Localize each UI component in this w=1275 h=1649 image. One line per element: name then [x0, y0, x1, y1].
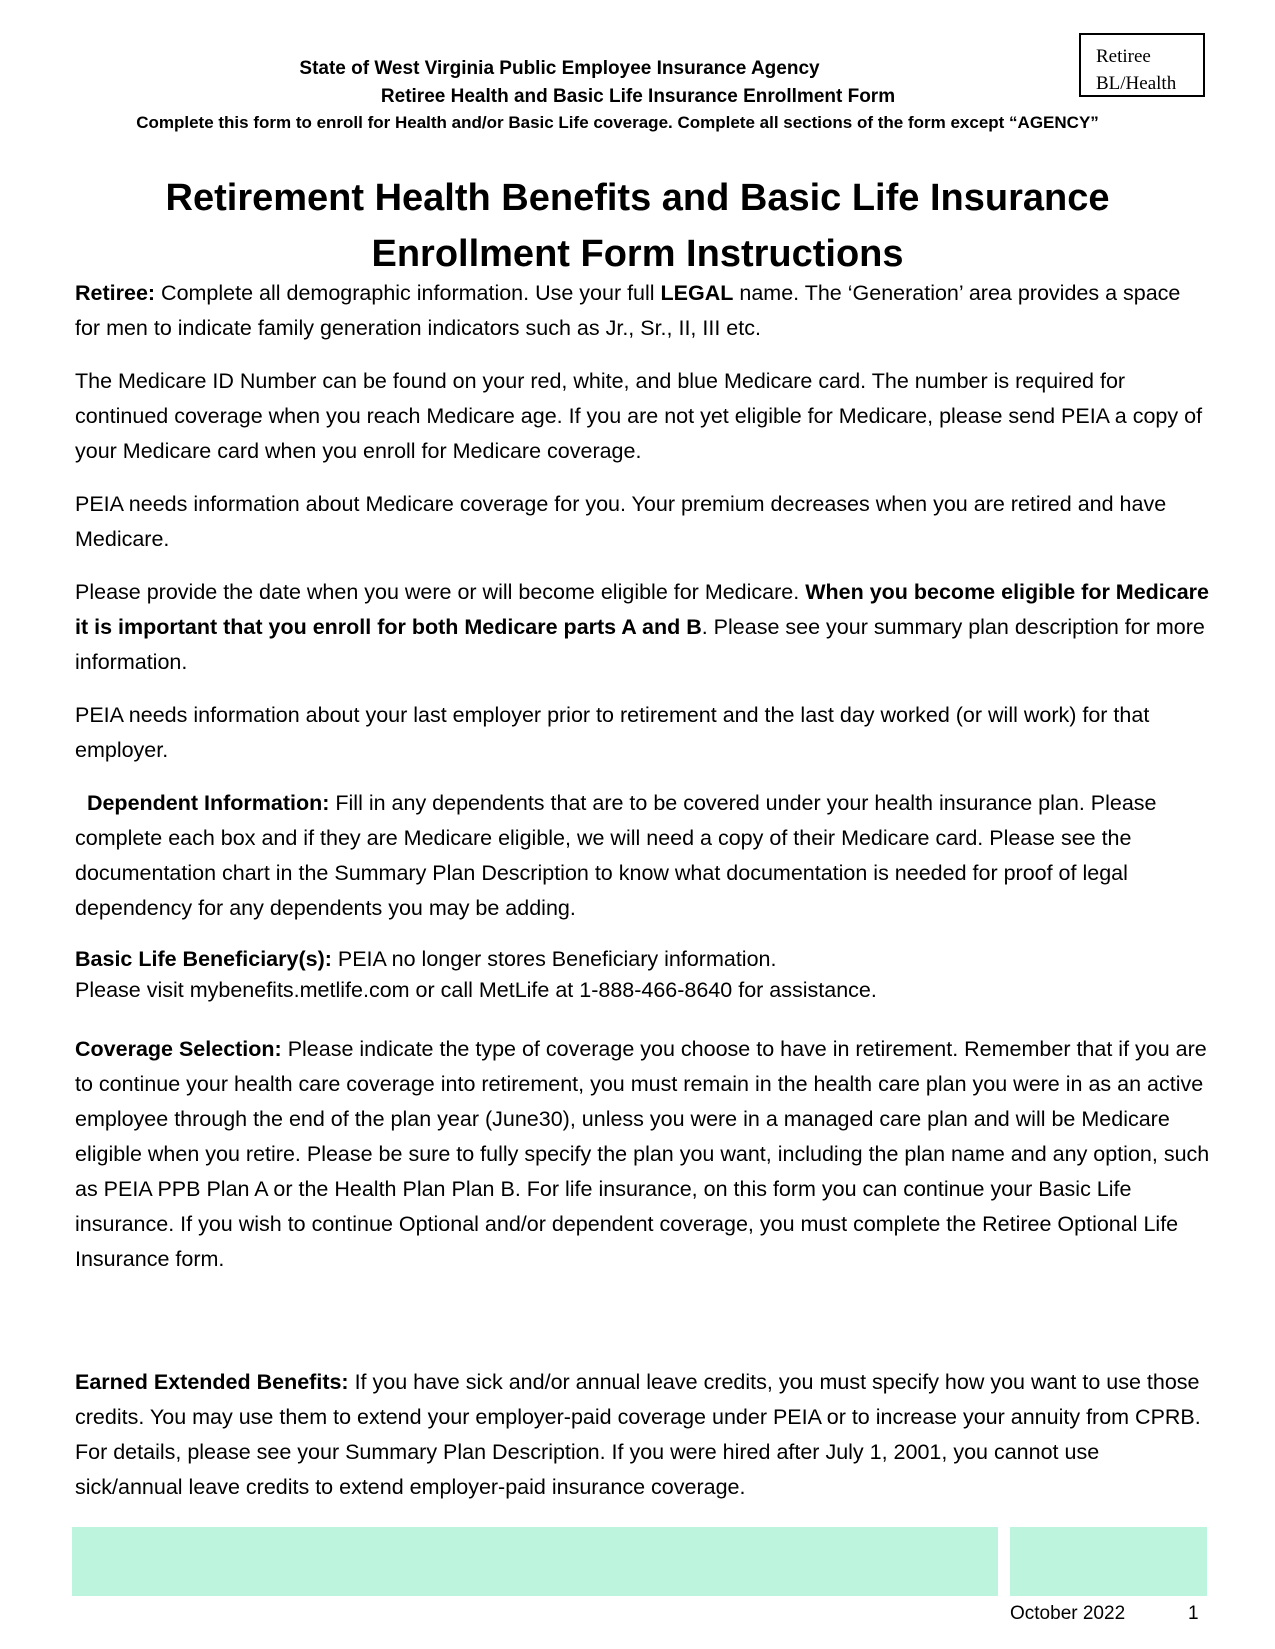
beneficiary-line2: Please visit mybenefits.metlife.com or call MetLife at 1-888-466-8640 for assistance.	[75, 978, 877, 1002]
retiree-label: Retiree:	[75, 281, 156, 305]
medicare-date-bold: When you become eligible for Medicare it is important that you enroll for both Medicare parts A and B	[75, 580, 1210, 639]
coverage-label: Coverage Selection:	[75, 1037, 282, 1061]
beneficiary-section	[75, 944, 1210, 1006]
extended-benefits-section	[75, 1365, 1210, 1505]
medicare-info-paragraph: PEIA needs information about Medicare coverage for you. Your premium decreases when you are retired and have Medicare.	[75, 492, 1167, 551]
legal-emphasis: LEGAL	[660, 281, 734, 305]
medicare-id-paragraph: The Medicare ID Number can be found on your red, white, and blue Medicare card. The number is required for continued coverage when you reach Medicare age. If you are not yet eligible for Medicare, please send PEIA a copy of your Medicare card when you enroll for Medicare coverage.	[75, 369, 1203, 463]
medicare-date-text-a: Please provide the date when you were or will become eligible for Medicare.	[75, 580, 806, 604]
form-instruction: Complete this form to enroll for Health and/or Basic Life coverage. Complete all sections of the form except “AGENCY”	[136, 113, 1099, 132]
form-code-line1: Retiree	[1096, 46, 1151, 67]
dependent-text: Fill in any dependents that are to be covered under your health insurance plan. Please complete each box and if they are Medicare eligible, we will need a copy of their Medicare card. Please see the documentation chart in the Summary Plan Description to know what documentation is needed for proof of legal dependency for any dependents you may be adding.	[75, 791, 1157, 920]
retiree-text-a: Complete all demographic information. Use your full	[155, 281, 661, 305]
form-name: Retiree Health and Basic Life Insurance Enrollment Form	[380, 86, 896, 107]
coverage-text: Please indicate the type of coverage you choose to have in retirement. Remember that if you are to continue your health care coverage into retirement, you must remain in the health care plan you were in as an active employee through the end of the plan year (June30), unless you were in a managed care plan and will be Medicare eligible when you retire. Please be sure to fully specify the plan you want, including the plan name and any option, such as PEIA PPB Plan A or the Health Plan Plan B. For life insurance, on this form you can continue your Basic Life insurance. If you wish to continue Optional and/or dependent coverage, you must complete the Retiree Optional Life Insurance form.	[75, 1037, 1210, 1271]
medicare-date-text-b: . Please see your summary plan description for more information.	[75, 615, 1205, 674]
footer-band-left	[72, 1527, 998, 1596]
page-title	[0, 170, 1275, 282]
beneficiary-label: Basic Life Beneficiary(s):	[75, 947, 332, 971]
beneficiary-line1: PEIA no longer stores Beneficiary information.	[331, 947, 777, 971]
page-title-line1: Retirement Health Benefits and Basic Life Insurance	[165, 177, 1110, 219]
coverage-section	[75, 1032, 1210, 1277]
agency-name: State of West Virginia Public Employee Insurance Agency	[299, 58, 820, 79]
dependent-label: Dependent Information:	[86, 791, 330, 815]
footer-band-right	[1010, 1527, 1207, 1596]
form-code-line2: BL/Health	[1096, 73, 1177, 94]
instructions-body	[75, 276, 1210, 1523]
retiree-section	[75, 276, 1210, 346]
employer-paragraph: PEIA needs information about your last employer prior to retirement and the last day worked (or will work) for that employer.	[75, 703, 1150, 762]
page-number: 1	[1188, 1603, 1199, 1624]
extended-text: If you have sick and/or annual leave credits, you must specify how you want to use those credits. You may use them to extend your employer-paid coverage under PEIA or to increase your annuity from CPRB. For details, please see your Summary Plan Description. If you were hired after July 1, 2001, you cannot use sick/annual leave credits to extend employer-paid insurance coverage.	[75, 1370, 1201, 1499]
retiree-text-b: name. The ‘Generation’ area provides a space for men to indicate family generation indicators such as Jr., Sr., II, III etc.	[75, 281, 1181, 340]
page-title-line2: Enrollment Form Instructions	[371, 233, 904, 275]
extended-label: Earned Extended Benefits:	[75, 1370, 349, 1394]
footer-date: October 2022	[1010, 1603, 1126, 1624]
medicare-date-paragraph	[75, 575, 1210, 680]
dependent-section	[75, 786, 1210, 926]
